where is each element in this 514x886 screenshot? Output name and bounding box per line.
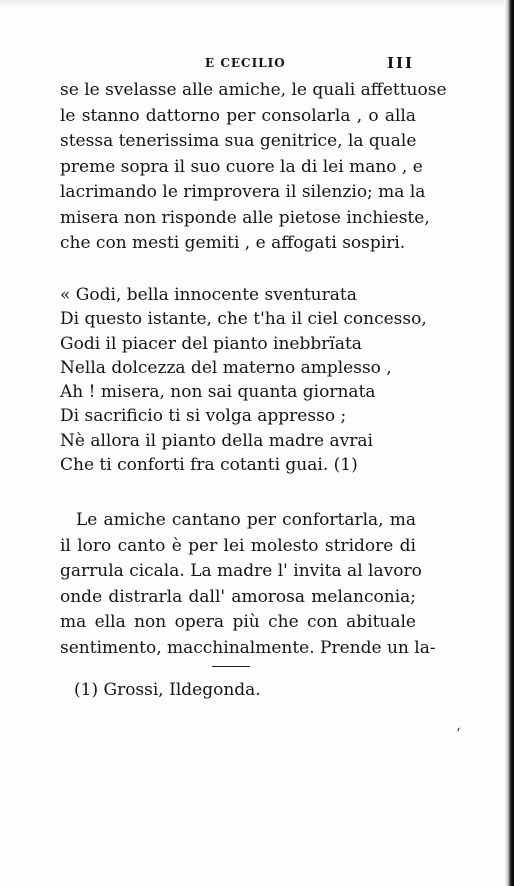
stray-ink-mark: ‘ [456, 726, 461, 742]
verse-line: Nella dolcezza del materno amplesso , [60, 357, 392, 378]
verse-line: Che ti conforti fra cotanti guai. (1) [60, 455, 358, 476]
verse-line: Di sacrificio ti si volga appresso ; [60, 406, 347, 427]
paragraph-1 [60, 78, 447, 257]
running-title: E CECILIO [205, 56, 286, 70]
verse-line: Di questo istante, che t'ha il ciel concesso, [60, 309, 427, 330]
text-line: garrula cicala. La madre l' invita al lavoro [60, 561, 422, 581]
page-top-shadow [0, 0, 514, 8]
text-line: stessa tenerissima sua genitrice, la quale [60, 131, 417, 151]
paragraph-2 [60, 508, 436, 661]
text-line: lacrimando le rimprovera il silenzio; ma la [60, 182, 426, 202]
text-line: se le svelasse alle amiche, le quali affettuose [60, 80, 447, 100]
text-line: misera non risponde alle pietose inchieste, [60, 207, 430, 228]
verse-quotation [60, 283, 427, 477]
verse-line: Nè allora il pianto della madre avrai [60, 430, 373, 451]
footnote-separator [212, 666, 250, 667]
text-line: ma ella non opera più che con abituale [60, 612, 416, 632]
text-line: onde distrarla dall' amorosa melanconia; [60, 586, 416, 607]
text-line: Le amiche cantano per confortarla, ma [76, 510, 416, 530]
verse-line: Godi il piacer del pianto inebbrïata [60, 333, 362, 354]
text-line: le stanno dattorno per consolarla , o alla [60, 105, 416, 126]
verse-line: « Godi, bella innocente sventurata [60, 285, 357, 305]
footnote: (1) Grossi, Ildegonda. [74, 680, 261, 700]
text-line: che con mesti gemiti , e affogati sospiri. [60, 233, 406, 253]
text-line: sentimento, macchinalmente. Prende un la- [60, 637, 436, 658]
running-head [60, 56, 414, 76]
text-line: il loro canto è per lei molesto stridore di [60, 535, 416, 556]
page-binding-edge [504, 0, 514, 886]
text-line: preme sopra il suo cuore la di lei mano , e [60, 156, 423, 177]
page-number: III [386, 54, 414, 72]
verse-line: Ah ! misera, non sai quanta giornata [60, 382, 376, 403]
